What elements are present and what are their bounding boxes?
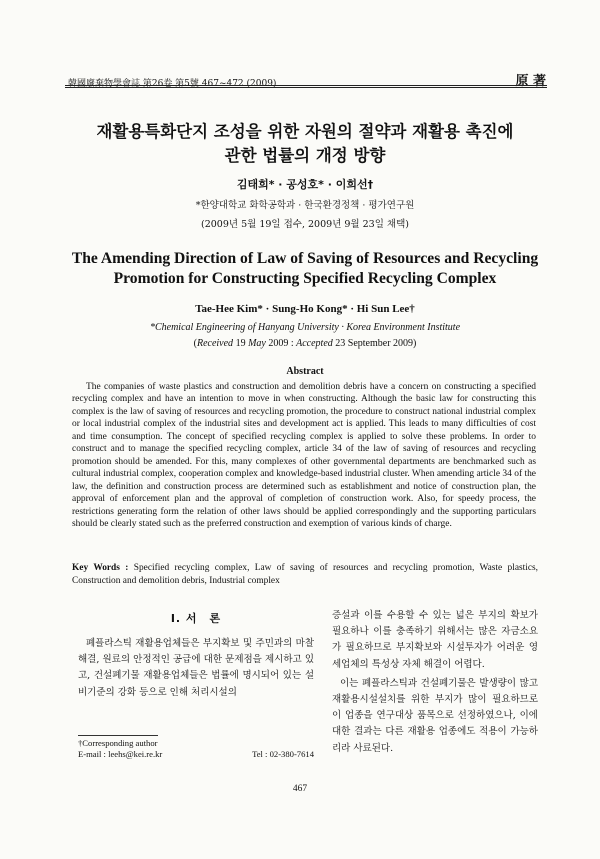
korean-title-line2: 관한 법률의 개정 방향 [224, 146, 386, 165]
intro-left-paragraph: 폐플라스틱 재활용업체들은 부지확보 및 주민과의 마찰 해결, 원료의 안정적인 공급에 대한 문제점을 제시하고 있고, 건설폐기물 재활용업체들은 법률에 명시되어 있는 설비기준의 강화 등으로 인해 처리시설의 [78, 638, 314, 698]
keywords [72, 562, 538, 587]
article-type-badge: 原 著 [515, 74, 546, 89]
contact-row [78, 749, 314, 760]
journal-citation: 韓國廢棄物學會誌 第26卷 第5號 467~472 (2009) [68, 79, 277, 89]
accepted-date: 23 September 2009) [335, 338, 417, 349]
section-heading-intro: I. 서 론 [170, 612, 222, 625]
dates-open: ( [193, 338, 197, 349]
keywords-text: Specified recycling complex, Law of saving of resources and recycling promotion, Waste plastics, Construction and demolition debris, Industrial complex [72, 563, 539, 586]
english-title [60, 249, 550, 289]
korean-dates: (2009년 5월 19일 접수, 2009년 9월 23일 채택) [201, 219, 409, 230]
right-column [332, 608, 538, 757]
abstract-heading: Abstract [286, 366, 324, 377]
author-email: E-mail : leehs@kei.re.kr [78, 749, 163, 759]
korean-title [60, 120, 550, 168]
korean-title-line1: 재활용특화단지 조성을 위한 자원의 절약과 재활용 촉진에 [96, 122, 514, 141]
english-dates [60, 338, 550, 349]
footnote-rule [78, 735, 158, 736]
header-rule-top [65, 85, 547, 86]
page-number: 467 [292, 784, 308, 794]
author-tel: Tel : 02-380-7614 [252, 749, 314, 759]
received-month: May [248, 338, 266, 349]
received-date: 19 [235, 338, 246, 349]
english-title-line2: Promotion for Constructing Specified Recycling Complex [113, 270, 497, 287]
accepted-label: Accepted [296, 338, 333, 349]
received-year: 2009 : [268, 338, 294, 349]
intro-right-paragraph-2: 이는 폐플라스틱과 건설폐기물은 발생량이 많고 재활용시설설치를 위한 부지가 많이 필요하므로 이 업종을 연구대상 품목으로 선정하였으나, 이에 대한 결과는 다른 재활용 업종에도 적용이 가능하리라 사료된다. [332, 677, 538, 754]
intro-right-paragraph-1: 증설과 이를 수용할 수 있는 넓은 부지의 확보가 필요하나 이를 충족하기 위해서는 많은 자금소요가 필요하므로 부지확보와 시설투자가 어려운 영세업체의 특성상 자체 해결이 어렵다. [332, 610, 538, 670]
english-authors: Tae-Hee Kim* · Sung-Ho Kong* · Hi Sun Lee† [195, 303, 415, 315]
korean-affiliation: *한양대학교 화학공학과 · 한국환경정책 · 평가연구원 [195, 200, 415, 211]
footnote [78, 738, 314, 760]
korean-authors: 김태희* · 공성호* · 이희선† [236, 178, 374, 191]
keywords-label: Key Words : [72, 563, 129, 573]
left-column [78, 610, 314, 701]
english-title-line1: The Amending Direction of Law of Saving of Resources and Recycling [71, 250, 539, 267]
corresponding-author: †Corresponding author [78, 738, 158, 748]
english-affiliation: *Chemical Engineering of Hanyang University · Korea Environment Institute [149, 322, 461, 333]
abstract-text: The companies of waste plastics and construction and demolition debris have a concern on constructing a specified recycling complex and have an intention to move in when constructing. Although the basic law for constructing this complex is the law of saving of resources and recycling promotion, the procedure to construct national industrial complex or local industrial complex of the industrial sites and development act is applied. This leads to many difficulties of cost and time consumption. The concept of specified recycling complex is applied to solve these problems. In order to construct and to manage the specified recycling complex, article 34 of the law of saving of resources and recycling promotion should be amended. For this, many complexes of other governmental departments are benchmarked such as cultural industrial complex, cooperation complex and knowledge-based industrial cluster. When amending article 34 of the law, the definition and construction process are determined such as establishment and notice of construction plan, the approval of enforcement plan and the approval of completion of construction work. Also, for speedy process, the restrictions generating form the relation of other laws should be applied correspondingly and the supporting particulars should be clearly stated such as the preferred construction and exemption of various kinds of charge. [72, 382, 536, 529]
header-rule-bottom [65, 87, 547, 88]
received-label: Received [196, 338, 234, 349]
